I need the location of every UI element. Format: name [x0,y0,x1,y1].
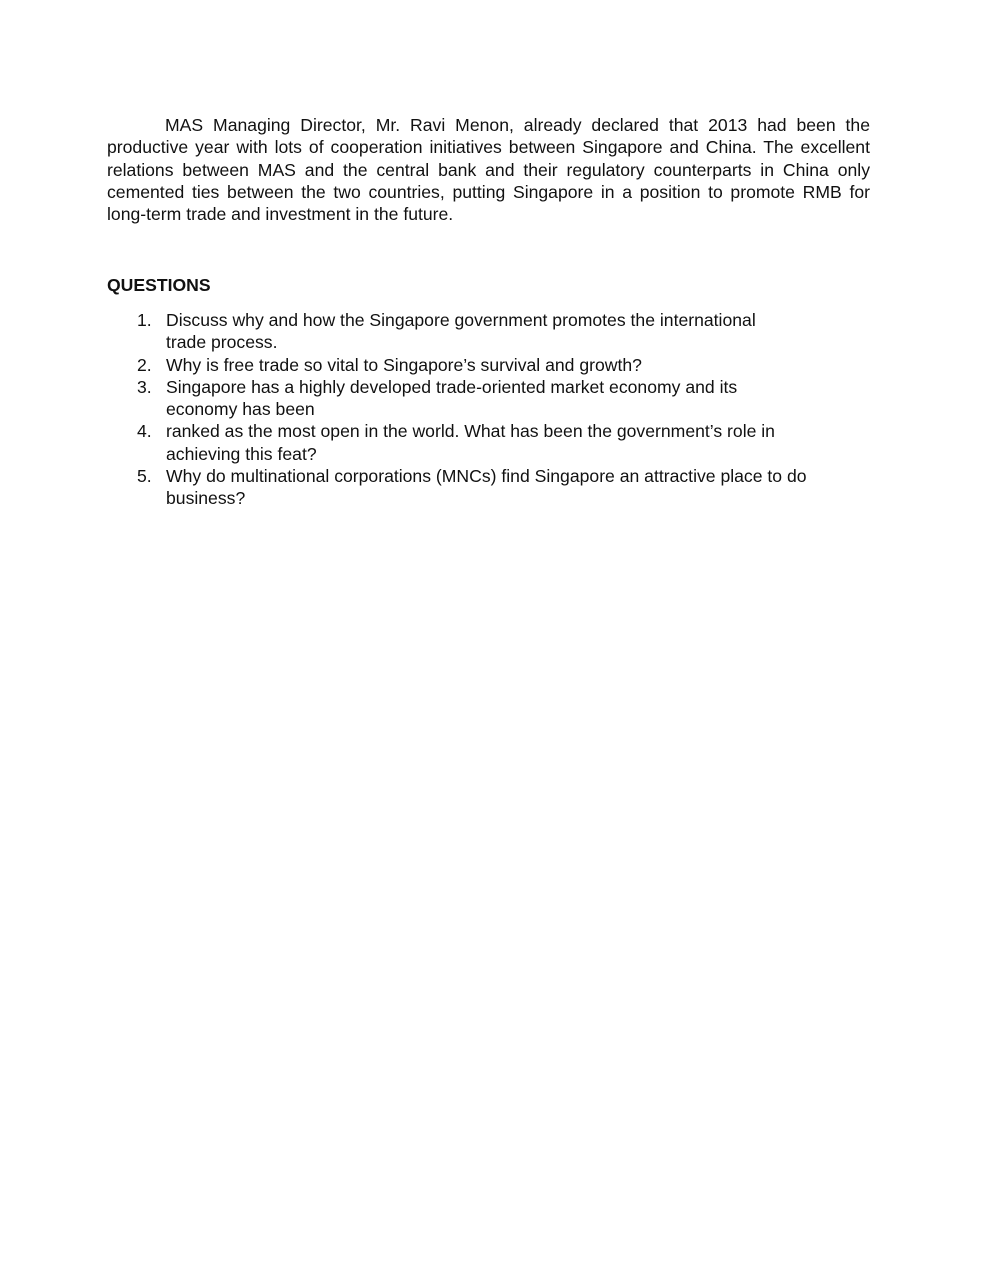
question-item [134,309,874,354]
question-line: Singapore has a highly developed trade-oriented market economy and its [166,376,738,397]
question-line: trade process. [166,332,278,353]
question-line: Why is free trade so vital to Singapore’s survival and growth? [166,354,642,375]
intro-paragraph: MAS Managing Director, Mr. Ravi Menon, already declared that 2013 had been the productive year with lots of cooperation initiatives between Singapore and China. The excellent relations between MAS and the central bank and their regulatory counterparts in China only cemented ties between the two countries, putting Singapore in a position to promote RMB for long-term trade and investment in the future. [107,115,870,225]
question-item [134,376,874,421]
question-number: 1. [137,310,152,330]
question-line: Discuss why and how the Singapore government promotes the international [166,310,756,330]
question-item [134,354,874,376]
question-line: ranked as the most open in the world. What has been the government’s role in [166,421,775,442]
question-line: business? [166,488,246,509]
question-number: 3. [137,376,152,397]
questions-list [134,309,874,510]
question-line: achieving this feat? [166,443,317,464]
question-item [134,420,874,465]
question-number: 4. [137,421,152,442]
question-line: economy has been [166,399,315,420]
question-line: Why do multinational corporations (MNCs) find Singapore an attractive place to do [166,466,807,487]
question-number: 2. [137,354,152,375]
questions-heading: QUESTIONS [107,275,211,295]
question-item [134,465,874,510]
question-number: 5. [137,466,152,487]
